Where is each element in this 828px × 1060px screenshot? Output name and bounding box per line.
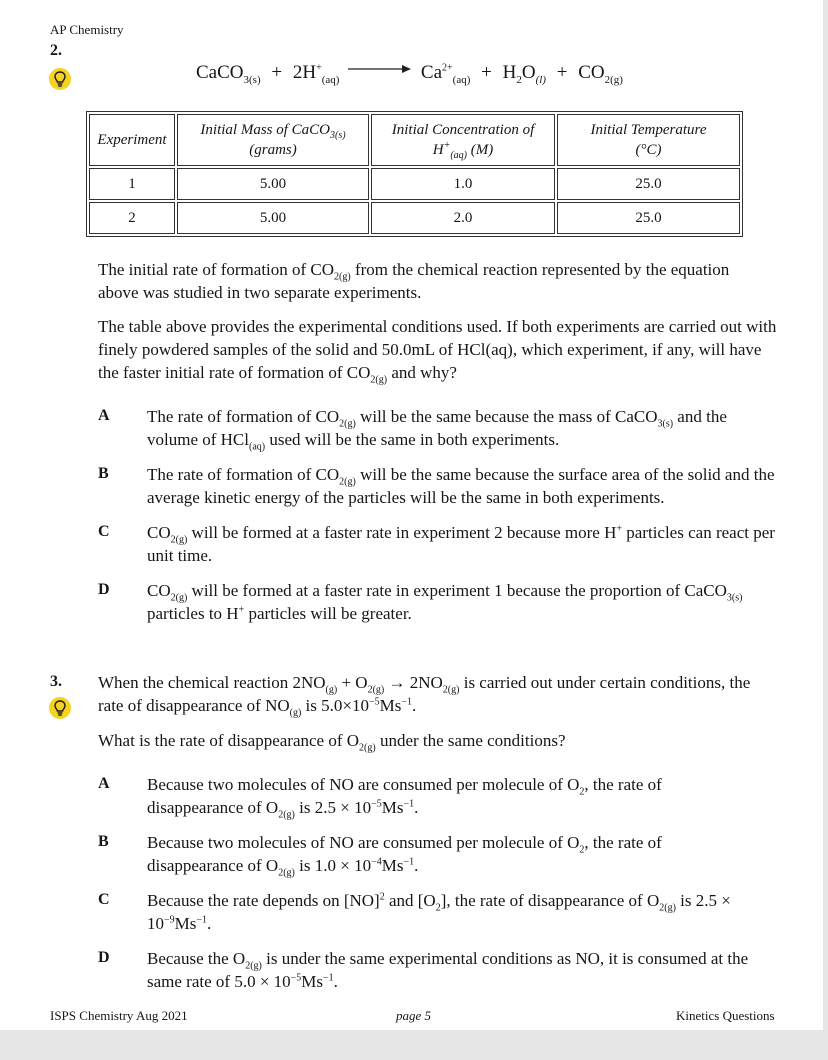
cell-experiment: 2 [89,202,175,234]
q3-stem: When the chemical reaction $2NO_{(g)} + O_{2(g)} \to 2NO_{2(g)}$ is carried out under certain conditions, the rate of disappearance of $NO_{(g)}$ is $5.0\times 10^{-5}Ms^{-1}$. [98,673,751,719]
question-3-number: 3. [50,673,62,690]
cell-temperature: 25.0 [557,202,740,234]
eq-product-ca: Ca [420,62,443,83]
eq-product-co2: CO [578,62,605,83]
q3-option-a-text[interactable]: Because two molecules of NO are consumed per molecule of $O_2$, the rate of disappearance of $O_{2(g)}$ is $2.5 \times 10^{-5}Ms^{-1}$. [147,775,662,821]
question-2-number: 2. [50,42,62,59]
footer-page-number: page 5 [396,1008,432,1023]
experiment-table [86,111,743,237]
col-initial-concentration: Initial Concentration of $H^+_{(aq)}$ (M) [371,114,555,166]
chemical-equation: CaCO$_{3(s)}$ + $2H^+_{(aq)}$ $Ca^{2+}_{(aq)} + H_2O_{(l)} + CO_{2(g)}$ [196,62,623,86]
q2-paragraph-1: The initial rate of formation of $CO_{2(g)}$ from the chemical reaction represented by the equation above was studied in two separate experiments. [98,260,730,302]
q2-option-c-letter[interactable]: C [98,523,110,540]
footer-right: Kinetics Questions [676,1008,775,1023]
col-experiment: Experiment [89,114,175,166]
col-initial-temperature: Initial Temperature (°C) [557,114,740,166]
q2-option-d-text[interactable]: $CO_{2(g)}$ will be formed at a faster rate in experiment 1 because the proportion of CaCO$_{3(s)}$ particles to H+ particles will be greater. [147,581,743,623]
q2-paragraph-2: The table above provides the experimental conditions used. If both experiments are carried out with finely powdered samples of the solid and 50.0mL of HCl(aq), which experiment, if any, will have the faster initial rate of formation of $CO_{2(g)}$ and why? [98,317,777,386]
q3-option-c-text[interactable]: Because the rate depends on [NO]$^2$ and $[O_2]$, the rate of disappearance of $O_{2(g)}$ is $2.5 \times 10^{-9}Ms^{-1}$. [147,891,731,933]
eq-reactant-caco3: CaCO [196,62,244,83]
q3-option-c-letter[interactable]: C [98,891,110,908]
lightbulb-icon [49,68,71,90]
table-row [89,202,740,234]
q2-option-b-text[interactable]: The rate of formation of $CO_{2(g)}$ will be the same because the surface area of the solid and the average kinetic energy of the particles will be the same in both experiments. [147,465,775,507]
q2-option-b-letter[interactable]: B [98,465,109,482]
q3-option-a-letter[interactable]: A [98,775,110,792]
footer-left: ISPS Chemistry Aug 2021 [50,1008,188,1023]
q2-option-c-text[interactable]: $CO_{2(g)}$ will be formed at a faster rate in experiment 2 because more H+ particles can react per unit time. [147,523,775,565]
cell-experiment: 1 [89,168,175,200]
cell-mass: 5.00 [177,202,369,234]
col-initial-mass: Initial Mass of CaCO$_{3(s)}$ (grams) [177,114,369,166]
q3-option-b-text[interactable]: Because two molecules of NO are consumed per molecule of $O_2$, the rate of disappearance of $O_{2(g)}$ is $1.0 \times 10^{-4}Ms^{-1}$. [147,833,662,879]
table-header-row [89,114,740,166]
table-row [89,168,740,200]
q3-question: What is the rate of disappearance of $O_{2(g)}$ under the same conditions? [98,731,566,754]
eq-reactant-h: 2H [292,62,317,83]
cell-concentration: 1.0 [371,168,555,200]
header-subject: AP Chemistry [50,22,124,37]
q2-option-a-letter[interactable]: A [98,407,110,424]
reaction-arrow-icon [348,63,412,75]
eq-product-water: H [502,62,517,83]
q2-option-a-text[interactable]: The rate of formation of $CO_{2(g)}$ will be the same because the mass of CaCO$_{3(s)}$ and the volume of HCl$_{(aq)}$ used will be the same in both experiments. [147,407,727,453]
cell-concentration: 2.0 [371,202,555,234]
q3-option-d-text[interactable]: Because the $O_{2(g)}$ is under the same experimental conditions as NO, it is consumed at the same rate of $5.0 \times 10^{-5}Ms^{-1}$. [147,949,749,991]
cell-mass: 5.00 [177,168,369,200]
cell-temperature: 25.0 [557,168,740,200]
q2-option-d-letter[interactable]: D [98,581,110,598]
q3-option-d-letter[interactable]: D [98,949,110,966]
q3-option-b-letter[interactable]: B [98,833,109,850]
lightbulb-icon [49,697,71,719]
